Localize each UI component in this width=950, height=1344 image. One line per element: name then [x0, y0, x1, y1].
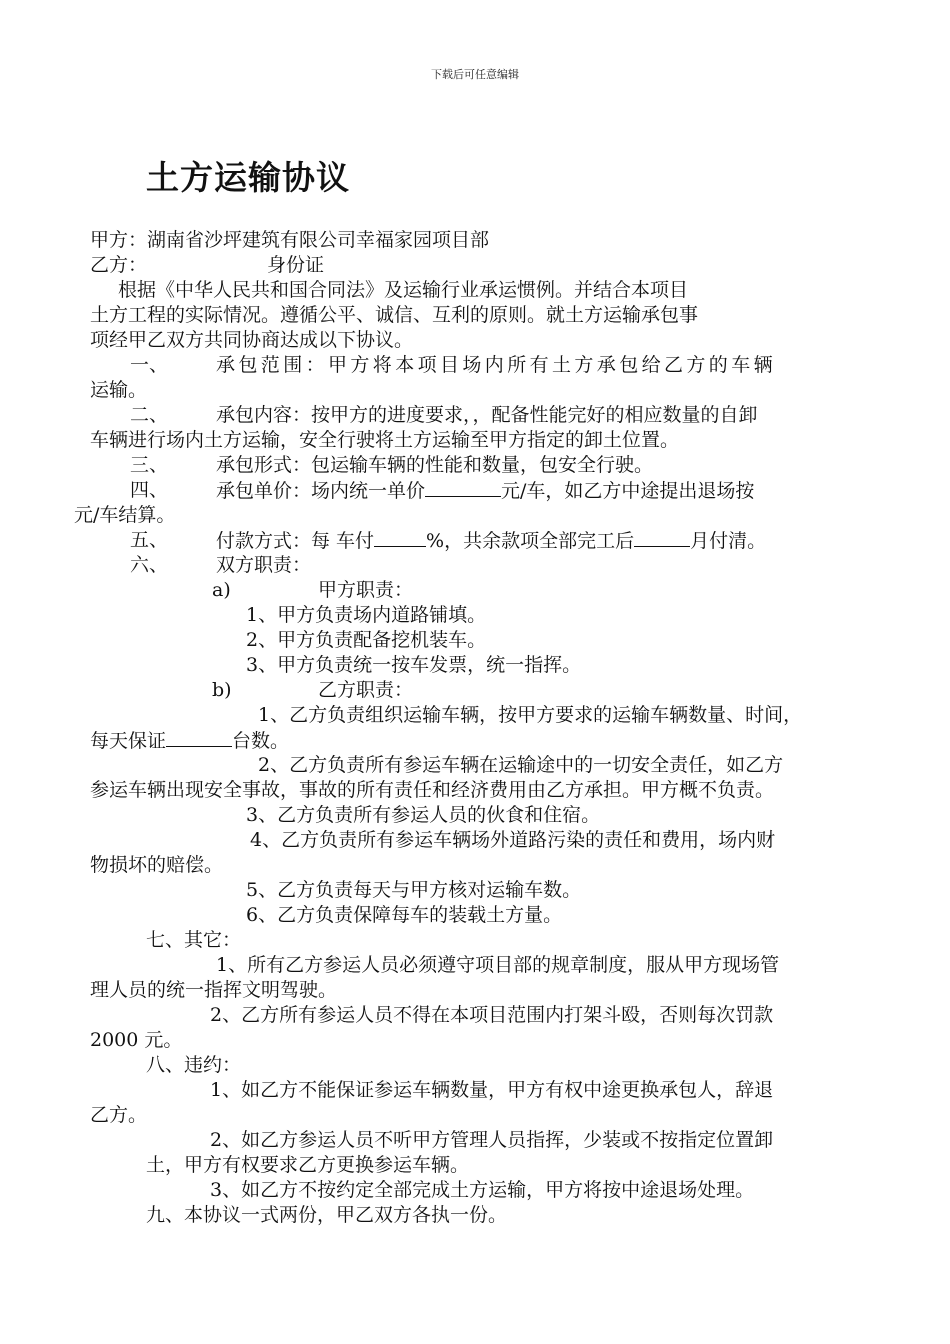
- clause-2-text: 承包内容：按甲方的进度要求，，配备性能完好的相应数量的自卸: [216, 404, 758, 426]
- party-a-duties-letter: a): [212, 579, 231, 601]
- breach-item-1-cont: 乙方。: [90, 1104, 148, 1126]
- party-b-duty-1-cont-b: 台数。: [232, 730, 290, 752]
- party-b-duty-6: 6、乙方负责保障每车的装载土方量。: [246, 904, 563, 926]
- party-a-line: 甲方：湖南省沙坪建筑有限公司幸福家园项目部: [90, 229, 490, 251]
- party-b-duty-4: 4、乙方负责所有参运车辆场外道路污染的责任和费用，场内财: [250, 829, 776, 851]
- clause-3-num: 三、: [130, 454, 169, 476]
- clause-2-num: 二、: [130, 404, 169, 426]
- payment-month-blank: [634, 528, 690, 547]
- party-a-duty-2: 2、甲方负责配备挖机装车。: [246, 629, 487, 651]
- party-b-duty-2-cont: 参运车辆出现安全事故，事故的所有责任和经济费用由乙方承担。甲方概不负责。: [90, 779, 775, 801]
- breach-item-1: 1、如乙方不能保证参运车辆数量，甲方有权中途更换承包人，辞退: [210, 1079, 774, 1101]
- clause-6-num: 六、: [130, 554, 169, 576]
- clause-5-text-b: %，共余款项全部完工后: [426, 530, 635, 552]
- clause-4-cont: 元/车结算。: [74, 504, 176, 526]
- breach-item-2: 2、如乙方参运人员不听甲方管理人员指挥，少装或不按指定位置卸: [210, 1129, 774, 1151]
- party-a-duty-3: 3、甲方负责统一按车发票，统一指挥。: [246, 654, 582, 676]
- party-b-duties-label: 乙方职责：: [318, 679, 414, 701]
- party-a-duties-label: 甲方职责：: [318, 579, 414, 601]
- payment-percent-blank: [374, 528, 426, 547]
- clause-1-text: 承包范围：甲方将本项目场内所有土方承包给乙方的车辆: [216, 354, 777, 376]
- party-b-duty-1-cont: [90, 728, 289, 753]
- breach-item-3: 3、如乙方不按约定全部完成土方运输，甲方将按中途退场处理。: [210, 1179, 755, 1201]
- daily-trucks-blank: [166, 728, 232, 747]
- party-b-duty-4-cont: 物损坏的赔偿。: [90, 854, 224, 876]
- party-b-line: [90, 253, 324, 277]
- other-item-1: 1、所有乙方参运人员必须遵守项目部的规章制度，服从甲方现场管: [216, 954, 780, 976]
- other-item-2: 2、乙方所有参运人员不得在本项目范围内打架斗殴，否则每次罚款: [210, 1004, 774, 1026]
- clause-4-text-b: 元/车，如乙方中途提出退场按: [501, 480, 755, 502]
- clause-6-text: 双方职责：: [216, 554, 312, 576]
- clause-5-num: 五、: [130, 529, 169, 551]
- closing-clause: 九、本协议一式两份，甲乙双方各执一份。: [146, 1204, 508, 1226]
- breach-heading: 八、违约：: [146, 1054, 242, 1076]
- party-b-label: 乙方：: [90, 254, 148, 276]
- header-note: 下载后可任意编辑: [431, 68, 519, 81]
- intro-line-3: 项经甲乙双方共同协商达成以下协议。: [90, 329, 414, 351]
- party-b-duty-1: 1、乙方负责组织运输车辆，按甲方要求的运输车辆数量、时间，: [258, 704, 803, 726]
- unit-price-blank: [425, 478, 501, 497]
- clause-4-text-a: 承包单价：场内统一单价: [216, 480, 426, 502]
- intro-line-2: 土方工程的实际情况。遵循公平、诚信、互利的原则。就土方运输承包事: [90, 304, 699, 326]
- party-b-duty-2: 2、乙方负责所有参运车辆在运输途中的一切安全责任，如乙方: [258, 754, 784, 776]
- party-b-duty-1-cont-a: 每天保证: [90, 730, 167, 752]
- clause-4-line: [216, 478, 754, 503]
- clause-1-cont: 运输。: [90, 379, 148, 401]
- party-a-duty-1: 1、甲方负责场内道路铺填。: [246, 604, 487, 626]
- other-item-1-cont: 理人员的统一指挥文明驾驶。: [90, 979, 338, 1001]
- clause-3-text: 承包形式：包运输车辆的性能和数量，包安全行驶。: [216, 454, 654, 476]
- clause-2-cont: 车辆进行场内土方运输，安全行驶将土方运输至甲方指定的卸土位置。: [90, 429, 680, 451]
- breach-item-2-cont: 土，甲方有权要求乙方更换参运车辆。: [146, 1154, 470, 1176]
- clause-1-num: 一、: [130, 354, 169, 376]
- clause-4-num: 四、: [130, 479, 169, 501]
- other-heading: 七、其它：: [146, 929, 242, 951]
- other-item-2-cont: 2000 元。: [90, 1029, 183, 1051]
- party-b-id-label: 身份证: [267, 254, 325, 276]
- intro-line-1: 根据《中华人民共和国合同法》及运输行业承运惯例。并结合本项目: [118, 279, 689, 301]
- clause-5-text-c: 月付清。: [690, 530, 767, 552]
- party-b-duties-letter: b): [212, 679, 232, 701]
- document-title: 土方运输协议: [146, 158, 350, 197]
- party-b-duty-5: 5、乙方负责每天与甲方核对运输车数。: [246, 879, 582, 901]
- party-b-duty-3: 3、乙方负责所有参运人员的伙食和住宿。: [246, 804, 601, 826]
- clause-5-line: [216, 528, 766, 553]
- clause-5-text-a: 付款方式：每 车付: [216, 530, 375, 552]
